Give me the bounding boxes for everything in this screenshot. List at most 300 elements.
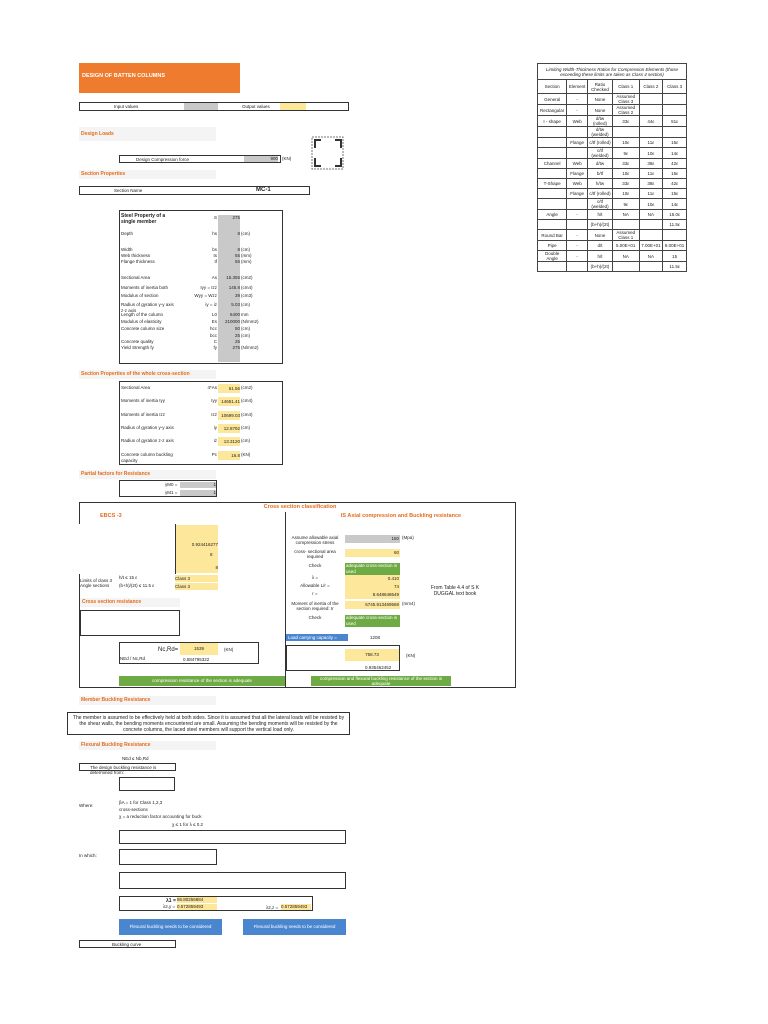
limits-cell: 9ε xyxy=(612,148,639,159)
limits-row xyxy=(538,138,687,148)
steel-row-symbol: bs xyxy=(212,247,217,252)
legend-input-swatch xyxy=(184,103,218,110)
limits-cell: h/t xyxy=(587,210,612,220)
n-rd-unit: (KN) xyxy=(224,647,234,652)
limits-cell: 51ε xyxy=(663,116,687,127)
legend-output-swatch xyxy=(280,103,306,110)
limits-cell: h/tw xyxy=(587,179,612,189)
whole-row-unit: (cm4) xyxy=(241,412,253,417)
limits-cell: I - shape xyxy=(538,116,567,127)
limits-table-body xyxy=(538,94,687,272)
limits-cell: 10ε xyxy=(612,169,639,179)
limits-cell: NA xyxy=(612,251,639,262)
limits-header-cell: Class 2 xyxy=(639,80,663,94)
whole-row-value: 13.3120 xyxy=(218,437,240,446)
limits-cell: Web xyxy=(567,159,588,169)
steel-row-label: Modulus of section xyxy=(121,293,159,298)
is-ratio-value: 0.935462452 xyxy=(365,665,392,670)
steel-row-label: Concrete quality xyxy=(121,339,154,344)
limits-cell: Pipe xyxy=(538,241,567,251)
steel-row-symbol: bcc xyxy=(209,333,217,338)
limits-cell: d/tw (rolled) xyxy=(587,116,612,127)
section-name-label: Section Name xyxy=(114,188,143,193)
limits-cell: 42ε xyxy=(663,159,687,169)
ebcs-box-left xyxy=(79,524,176,574)
steel-row-symbol: hcc xyxy=(209,326,217,331)
steel-row-unit: (cm) xyxy=(241,247,250,252)
whole-row-symbol: Iyy xyxy=(211,398,217,403)
steel-row-unit: (N/mm2) xyxy=(241,319,259,324)
limits-cell xyxy=(663,94,687,105)
limits-cell: (b+h)/(2t) xyxy=(587,262,612,272)
steel-row-value[interactable]: 39 xyxy=(234,293,240,298)
section-name-row xyxy=(79,186,310,195)
limits-cell: (b+h)/(2t) xyxy=(587,220,612,230)
limits-cell: Channel xyxy=(538,159,567,169)
load-capacity-bar xyxy=(286,634,348,641)
legend-input-label: Input values xyxy=(114,104,139,109)
limits-cell: 14ε xyxy=(663,199,687,210)
limits-header-cell: Class 3 xyxy=(663,80,687,94)
limits-cell: Angle xyxy=(538,210,567,220)
limits-cell xyxy=(639,94,663,105)
is-title: IS Axial compression and Buckling resistance xyxy=(340,513,462,519)
steel-property-title: Steel Property of a single member xyxy=(121,213,166,225)
limits-cell xyxy=(612,262,639,272)
steel-row-value[interactable]: 8 xyxy=(237,231,240,236)
limits-cell: 15ε xyxy=(663,138,687,148)
class-text-2: (b+h)/(2t) ≤ 11.5 ε xyxy=(119,583,155,588)
limits-cell xyxy=(567,148,588,159)
limits-cell: c/tf (rolled) xyxy=(587,189,612,199)
section-name-value[interactable]: MC-1 xyxy=(256,187,271,193)
limits-cell: - xyxy=(567,251,588,262)
steel-row-unit: (cm2) xyxy=(241,275,253,280)
steel-row-label: Width xyxy=(121,247,133,252)
limits-cell: c/tf (welded) xyxy=(587,148,612,159)
whole-section-header: Section Properties of the whole cross-section xyxy=(79,370,216,379)
limits-cell: General xyxy=(538,94,567,105)
limits-cell: T-Shape xyxy=(538,179,567,189)
steel-row-symbol: Es xyxy=(211,319,217,324)
limits-table-title: Limiting Width-Thickness Ratios for Compression Elements (those exceeding these limits are taken as Class 4 section) xyxy=(538,64,687,80)
ebcs-ratio-value: 0.584795322 xyxy=(183,657,210,662)
design-force-label: Design Compression force xyxy=(136,156,190,162)
steel-row-value[interactable]: 15.355 xyxy=(226,275,240,280)
limits-row xyxy=(538,179,687,189)
whole-row-unit: (cm) xyxy=(241,425,250,430)
chi-formula-box xyxy=(119,830,346,844)
whole-row-value: 61.56 xyxy=(218,384,240,393)
limits-cell xyxy=(639,230,663,241)
steel-row-value[interactable]: 6400 xyxy=(229,312,240,317)
limits-row xyxy=(538,230,687,241)
limits-cell xyxy=(567,127,588,138)
beta-line: βA = 1 for Class 1,2,3 xyxy=(119,800,163,805)
class-value-1: Class 3 xyxy=(175,575,218,582)
limits-cell: Double Angle xyxy=(538,251,567,262)
steel-row-unit: (cm) xyxy=(241,302,250,307)
limits-row xyxy=(538,148,687,159)
class-text-1: h/t ≤ 15 ε xyxy=(119,575,138,580)
whole-row-value: 14651.41 xyxy=(218,397,240,406)
limits-cell: None xyxy=(587,94,612,105)
limits-row xyxy=(538,251,687,262)
limits-cell: NA xyxy=(639,210,663,220)
page-title: DESIGN OF BATTEN COLUMNS xyxy=(79,63,240,93)
whole-section-table xyxy=(119,381,283,465)
limits-cell: 7.00E+01 xyxy=(639,241,663,251)
limits-cell xyxy=(538,220,567,230)
design-loads-header: Design Loads xyxy=(79,127,216,141)
limits-cell: 11ε xyxy=(639,189,663,199)
is-row-value: 8.648648649 xyxy=(345,591,400,599)
lambda-z-value: 0.572859493 xyxy=(281,904,311,910)
limits-cell: 15ε xyxy=(663,169,687,179)
whole-row-symbol: Izz xyxy=(211,412,217,417)
is-result: compression and flexural buckling resistance of the section is adequate xyxy=(311,676,451,686)
lambda1-value: 86.80256884 xyxy=(177,897,217,903)
steel-row-unit: (cm) xyxy=(241,333,250,338)
is-row-label: λ = xyxy=(311,575,319,580)
pf-row-value[interactable]: 1 xyxy=(180,490,216,496)
limits-row xyxy=(538,159,687,169)
limits-cell: - xyxy=(567,210,588,220)
section-shape-icon xyxy=(309,133,347,173)
design-force-unit: (KN) xyxy=(282,156,292,161)
buckling-curve-label: Buckling curve xyxy=(112,941,142,947)
ebcs-result: compression resistance of the section is adequate xyxy=(119,676,285,686)
limits-cell xyxy=(538,169,567,179)
limits-header-cell: Element xyxy=(567,80,588,94)
limits-label: Limits of class 3 Angle sections xyxy=(80,578,113,588)
flexural-eq-box xyxy=(79,763,176,775)
limits-cell: NA xyxy=(612,210,639,220)
steel-row-label: Flange thickness xyxy=(121,259,155,264)
epsilon-value: 0.924416277 xyxy=(175,525,218,565)
limits-cell xyxy=(639,220,663,230)
limits-cell: Assumed Class 1 xyxy=(612,230,639,241)
design-force-value[interactable]: 900 xyxy=(244,156,278,162)
limits-cell: 15.0ε xyxy=(663,210,687,220)
ebcs-title: EBCS -3 xyxy=(100,513,122,519)
whole-row-symbol: Pc xyxy=(211,452,217,457)
steel-row-symbol: tf xyxy=(214,259,217,264)
whole-row-value: 12.8792 xyxy=(218,424,240,433)
steel-row-label: Concrete column size xyxy=(121,326,165,331)
section-properties-header: Section Properties xyxy=(79,170,216,179)
limits-cell: None xyxy=(587,105,612,116)
steel-row-value[interactable]: 5.03 xyxy=(231,302,240,307)
in-which-label: In which: xyxy=(79,853,97,858)
limits-cell: 38ε xyxy=(639,159,663,169)
steel-row-unit: (mm) xyxy=(241,259,252,264)
steel-row-label: Sectional Area xyxy=(121,275,151,280)
limits-cell xyxy=(612,127,639,138)
partial-factors-header: Partial factors for Resistance xyxy=(79,470,216,479)
flexural-result-right: Flexural buckling needs to be considered xyxy=(243,919,346,935)
lambda-y-value: 0.572859493 xyxy=(177,904,217,910)
steel-row-symbol: hs xyxy=(212,231,217,236)
phi-formula-box xyxy=(119,849,217,865)
limits-cell: 5.00E+01 xyxy=(612,241,639,251)
whole-row-label: Moments of inertia Izz xyxy=(121,412,166,417)
limits-cell xyxy=(538,189,567,199)
steel-row-unit: (cm) xyxy=(241,326,250,331)
limits-cell: Flange xyxy=(567,138,588,148)
limits-row xyxy=(538,262,687,272)
limits-cell: Web xyxy=(567,116,588,127)
limits-cell: 10ε xyxy=(612,189,639,199)
whole-row-symbol: iy xyxy=(213,425,217,430)
whole-row-label: Radius of gyration y-y axis xyxy=(121,425,174,430)
whole-row-value: 16.8 xyxy=(218,451,240,460)
limits-cell: 15 xyxy=(663,251,687,262)
steel-row-unit: (cm3) xyxy=(241,293,253,298)
cross-resistance-box xyxy=(80,610,180,636)
limits-cell: 33ε xyxy=(612,159,639,169)
limits-cell: c/tf (rolled) xyxy=(587,138,612,148)
limits-cell xyxy=(663,127,687,138)
chi-line: χ = a reduction factor accounting for buck xyxy=(119,814,202,819)
limits-cell: 9ε xyxy=(612,199,639,210)
limits-table-header xyxy=(538,80,687,94)
n-rd-value: 1539 xyxy=(180,643,218,655)
limits-cell: 11.5ε xyxy=(663,262,687,272)
limits-cell: 15ε xyxy=(663,189,687,199)
steel-row-symbol: ts xyxy=(213,253,217,258)
limits-row xyxy=(538,199,687,210)
lambda-y-label: λ2,y = xyxy=(163,904,176,909)
steel-row-label: Length of the column xyxy=(121,312,164,317)
limits-cell: 11ε xyxy=(639,169,663,179)
limits-header-cell: Class 1 xyxy=(612,80,639,94)
steel-row-unit: mm xyxy=(241,312,249,317)
limits-row xyxy=(538,241,687,251)
flexural-eq-label: The design buckling resistance is determined from: xyxy=(90,764,157,775)
limits-cell: - xyxy=(567,105,588,116)
limits-cell: 10ε xyxy=(639,148,663,159)
is-row-value: 150 xyxy=(345,535,400,543)
steel-row-unit: (cm4) xyxy=(241,285,253,290)
limits-cell: h/t xyxy=(587,251,612,262)
lambda1-label: λ1 = xyxy=(166,898,176,904)
lambda-formula-box xyxy=(119,872,346,889)
steel-row-symbol: L0 xyxy=(211,312,217,317)
steel-row-label: Modulus of elasticity xyxy=(121,319,162,324)
flexural-eq-top: NEd ≤ Nb,Rd xyxy=(122,756,149,761)
limits-cell: NA xyxy=(639,251,663,262)
limits-cell xyxy=(663,230,687,241)
limits-cell: 33ε xyxy=(612,116,639,127)
steel-row-label: Yield Strength fy xyxy=(121,345,154,350)
h-t-value: 8 xyxy=(210,552,213,557)
limits-cell: 10ε xyxy=(612,138,639,148)
limits-cell: 9.00E+01 xyxy=(663,241,687,251)
is-row-value: adequate cross-section is used xyxy=(345,563,400,575)
is-row-label: Moment of inertia of the section required: Ir xyxy=(291,601,339,611)
limits-cell xyxy=(538,138,567,148)
buckling-curve-row xyxy=(79,940,176,948)
limits-cell: d/t xyxy=(587,241,612,251)
limits-cell: b/tf xyxy=(587,169,612,179)
lambda-z-label: λ2,z = xyxy=(266,905,279,910)
limits-cell xyxy=(567,262,588,272)
limits-cell xyxy=(538,148,567,159)
limits-cell: Rectangular xyxy=(538,105,567,116)
steel-row-value[interactable]: 55 xyxy=(234,253,240,258)
steel-row-label: Depth xyxy=(121,231,134,236)
limits-cell xyxy=(663,105,687,116)
is-row-label: cross- sectional area required xyxy=(294,549,336,559)
limits-row xyxy=(538,189,687,199)
chi-le: χ ≤ 1 for λ ≤ 0.2 xyxy=(172,822,204,827)
limits-row xyxy=(538,220,687,230)
steel-row-unit: (mm) xyxy=(241,253,252,258)
steel-row-symbol: C xyxy=(213,339,217,344)
limits-cell: 33ε xyxy=(612,179,639,189)
from-table-note: From Table 4.4 of S K DUGGAL text book xyxy=(430,585,480,597)
is-row-value: 0.410 xyxy=(345,575,400,583)
steel-row-symbol: S xyxy=(213,215,217,220)
load-capacity-label: Load carrying capacity = xyxy=(288,635,337,640)
is-row-value: 5745.913469568 xyxy=(345,601,400,609)
limits-cell xyxy=(538,262,567,272)
member-buckling-header: Member Buckling Resistance xyxy=(79,696,216,705)
steel-row-value[interactable]: 25 xyxy=(234,333,240,338)
limits-cell xyxy=(567,199,588,210)
whole-row-unit: (cm) xyxy=(241,438,250,443)
pa-unit: (KN) xyxy=(406,653,416,658)
pf-row-symbol: γM1 = xyxy=(165,490,178,495)
limits-cell xyxy=(639,262,663,272)
design-force-row xyxy=(119,155,281,163)
steel-row-label: Radius of gyration y-y axis z-z axis xyxy=(121,302,174,313)
limits-header-cell: Section xyxy=(538,80,567,94)
limits-cell: 44ε xyxy=(639,116,663,127)
steel-row-label: Web thickness xyxy=(121,253,151,258)
limits-cell: d/tw (welded) xyxy=(587,127,612,138)
limits-cell xyxy=(538,127,567,138)
limits-cell: 11.5ε xyxy=(663,220,687,230)
limits-cell xyxy=(538,199,567,210)
partial-factors-table xyxy=(119,480,217,497)
steel-property-table xyxy=(119,210,283,364)
limits-cell: - xyxy=(567,241,588,251)
cross-resistance-header: Cross section resistance xyxy=(80,598,180,607)
steel-row-symbol: iy = iz xyxy=(205,302,217,307)
limits-cell xyxy=(612,220,639,230)
cross-sections-label: cross-sections xyxy=(119,807,148,812)
is-row-value: 60 xyxy=(345,549,400,557)
legend-bar xyxy=(79,102,349,111)
limits-row xyxy=(538,116,687,127)
pf-row-symbol: γM0 = xyxy=(165,482,178,487)
whole-row-label: Moments of inertia Iyy xyxy=(121,398,166,403)
is-row-label: r = xyxy=(312,591,318,596)
is-row-label: Assume allowable axial compression stress xyxy=(291,535,339,545)
limits-table xyxy=(537,63,687,272)
steel-row-value[interactable]: 275 xyxy=(232,345,240,350)
class-value-2: Class 3 xyxy=(175,583,218,590)
steel-row-value[interactable]: 210000 xyxy=(224,319,240,324)
steel-row-value[interactable]: 50 xyxy=(234,326,240,331)
limits-cell xyxy=(639,105,663,116)
steel-row-symbol: Iyy = Izz xyxy=(200,285,217,290)
steel-row-value[interactable]: 8 xyxy=(237,247,240,252)
steel-row-value[interactable]: 145.8 xyxy=(228,285,240,290)
limits-row xyxy=(538,210,687,220)
is-row-value: adequate cross-section is used xyxy=(345,615,400,627)
limits-cell: Assumed Class 2 xyxy=(612,105,639,116)
pf-row-value[interactable]: 1 xyxy=(180,482,216,488)
limits-cell: - xyxy=(567,230,588,241)
steel-row-symbol: fy xyxy=(213,345,217,350)
limits-cell: Assumed Class 3 xyxy=(612,94,639,105)
n-rd-label: Nc,Rd= xyxy=(158,647,179,653)
limits-cell: None xyxy=(587,230,612,241)
steel-row-value[interactable]: 275 xyxy=(232,215,240,220)
limits-row xyxy=(538,94,687,105)
limits-cell: - xyxy=(567,94,588,105)
cross-section-title: Cross section classification xyxy=(263,504,337,510)
steel-row-value[interactable]: 55 xyxy=(234,259,240,264)
legend-output-label: Output values xyxy=(242,104,270,109)
pa-value: 758.73 xyxy=(345,649,399,661)
limits-cell: 14ε xyxy=(663,148,687,159)
steel-row-symbol: Wyy = Wzz xyxy=(194,293,217,298)
whole-row-label: Concrete column buckling capacity xyxy=(121,452,173,463)
limits-cell: 11ε xyxy=(639,138,663,148)
is-row-value: 74 xyxy=(345,583,400,591)
whole-row-symbol: 4*As xyxy=(207,385,217,390)
whole-row-label: Sectional Area xyxy=(121,385,151,390)
is-row-label: Check xyxy=(308,563,322,568)
limits-row xyxy=(538,169,687,179)
whole-row-value: 10699.03 xyxy=(218,411,240,420)
member-buckling-text: The member is assumed to be effectively held at both sides. Since it is assumed that all the lateral loads will be resisted by the shear walls, the bending moments encountered are small. Assuming the bending moments will be resisted by the concrete columns, the laced steel members will support the vertical load only. xyxy=(67,712,350,735)
limits-row xyxy=(538,127,687,138)
whole-row-unit: (KN) xyxy=(241,452,251,457)
steel-row-symbol: As xyxy=(211,275,217,280)
whole-row-unit: (cm4) xyxy=(241,398,253,403)
whole-row-unit: (cm2) xyxy=(241,385,253,390)
limits-cell: Flange xyxy=(567,189,588,199)
steel-row-unit: (N/mm2) xyxy=(241,345,259,350)
is-row-label: Check xyxy=(308,615,322,620)
flexural-header: Flexural Buckling Resistance xyxy=(79,741,216,750)
limits-cell xyxy=(567,220,588,230)
limits-cell: d/tw xyxy=(587,159,612,169)
is-row-unit: (mm4) xyxy=(402,601,415,606)
flexural-result-left: Flexural buckling needs to be considered xyxy=(119,919,222,935)
limits-cell: Web xyxy=(567,179,588,189)
steel-row-value[interactable]: 25 xyxy=(234,339,240,344)
d-value: 8 xyxy=(175,563,218,573)
steel-row-unit: (cm) xyxy=(241,231,250,236)
limits-cell: 38ε xyxy=(639,179,663,189)
whole-row-symbol: iz xyxy=(213,438,217,443)
limits-cell: 10ε xyxy=(639,199,663,210)
is-row-unit: (Mpa) xyxy=(402,535,414,540)
flexural-formula-box xyxy=(119,777,175,791)
limits-cell: c/tf (welded) xyxy=(587,199,612,210)
is-row-label: Allowable L/r = xyxy=(300,583,330,588)
load-capacity-value: 1208 xyxy=(370,635,381,640)
where-label: Where: xyxy=(79,803,94,808)
steel-row-label: Moments of inertia both xyxy=(121,285,169,290)
limits-cell: 42ε xyxy=(663,179,687,189)
